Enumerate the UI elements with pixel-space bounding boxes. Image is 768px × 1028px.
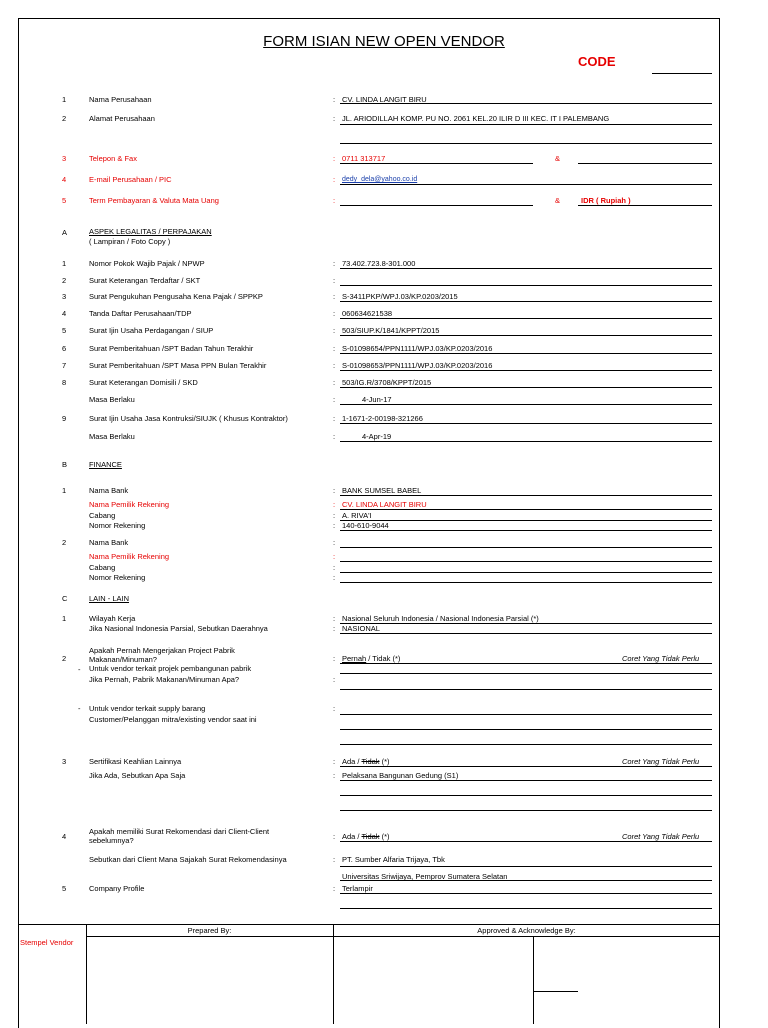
note: Coret Yang Tidak Perlu: [622, 832, 700, 841]
option-tidak[interactable]: Tidak: [361, 757, 380, 766]
ampersand: &: [555, 154, 561, 163]
cert-answer[interactable]: [342, 757, 390, 766]
colon: :: [333, 563, 336, 572]
underline: [340, 509, 712, 510]
field-value[interactable]: S-01098653/PPN1111/WPJ.03/KP.0203/2016: [342, 361, 493, 370]
colon: :: [333, 757, 336, 766]
underline: [340, 143, 712, 144]
colon: :: [333, 538, 336, 547]
field-label: Jika Ada, Sebutkan Apa Saja: [89, 771, 186, 780]
row-number: 2: [62, 114, 67, 123]
row-number: 4: [62, 832, 67, 841]
underline: [340, 163, 533, 164]
table-border: [86, 936, 720, 937]
note: Coret Yang Tidak Perlu: [622, 654, 700, 663]
field-label: Apakah Pernah Mengerjakan Project Pabrik: [89, 646, 235, 655]
colon: :: [333, 614, 336, 623]
colon: :: [333, 154, 336, 163]
client-value-1[interactable]: PT. Sumber Alfaria Trijaya, Tbk: [342, 855, 445, 864]
row-number: 1: [62, 486, 67, 495]
row-number: 9: [62, 414, 67, 423]
underline: [340, 880, 712, 881]
prepared-signature-box[interactable]: [86, 938, 332, 1022]
underline: [340, 520, 712, 521]
field-value[interactable]: 140-610-9044: [342, 521, 389, 530]
form-title: FORM ISIAN NEW OPEN VENDOR: [263, 33, 505, 50]
field-value[interactable]: 503/SIUP.K/1841/KPPT/2015: [342, 326, 440, 335]
underline: [340, 423, 712, 424]
dash: -: [78, 704, 81, 713]
field-label: Telepon & Fax: [89, 154, 137, 163]
field-value[interactable]: CV. LINDA LANGIT BIRU: [342, 500, 427, 509]
underline: [340, 572, 712, 573]
row-number: 2: [62, 654, 67, 663]
underline: [340, 318, 712, 319]
prepared-by-label: Prepared By:: [187, 926, 232, 935]
project-answer[interactable]: [342, 654, 400, 663]
region-value[interactable]: NASIONAL: [342, 624, 380, 633]
underline: [340, 689, 712, 690]
field-label: Surat Ijin Usaha Perdagangan / SIUP: [89, 326, 214, 335]
field-value[interactable]: S-01098654/PPN1111/WPJ.03/KP.0203/2016: [342, 344, 493, 353]
field-label: Masa Berlaku: [89, 395, 135, 404]
colon: :: [333, 114, 336, 123]
colon: :: [333, 552, 336, 561]
field-value[interactable]: 060634621538: [342, 309, 393, 318]
field-value[interactable]: BANK SUMSEL BABEL: [342, 486, 422, 495]
colon: :: [333, 196, 336, 205]
field-label: Nama Pemilik Rekening: [89, 500, 170, 509]
section-letter: C: [62, 594, 68, 603]
section-title: LAIN - LAIN: [89, 594, 130, 603]
colon: :: [333, 654, 336, 663]
row-number: 2: [62, 276, 67, 285]
work-area-value[interactable]: Nasional Seluruh Indonesia / Nasional Indonesia Parsial (*): [342, 614, 539, 623]
table-border: [18, 924, 720, 925]
option-suffix: (*): [379, 757, 390, 766]
company-address-value[interactable]: JL. ARIODILLAH KOMP. PU NO. 2061 KEL.20 ILIR D III KEC. IT I PALEMBANG: [342, 114, 610, 123]
field-label: Makanan/Minuman?: [89, 655, 157, 664]
field-value[interactable]: 73.402.723.8-301.000: [342, 259, 416, 268]
underline: [340, 866, 712, 867]
colon: :: [333, 486, 336, 495]
field-label: Nama Bank: [89, 486, 129, 495]
underline: [340, 908, 712, 909]
row-number: 1: [62, 259, 67, 268]
row-number: 3: [62, 154, 67, 163]
underline: [340, 561, 712, 562]
field-label: Wilayah Kerja: [89, 614, 136, 623]
underline: [340, 582, 712, 583]
underline: [340, 663, 712, 664]
underline: [340, 530, 712, 531]
colon: :: [333, 521, 336, 530]
option-pernah[interactable]: Pernah: [342, 654, 367, 663]
row-number: 3: [62, 757, 67, 766]
code-label: CODE: [578, 54, 616, 69]
row-number: 5: [62, 326, 67, 335]
row-number: 6: [62, 344, 67, 353]
field-label: Customer/Pelanggan mitra/existing vendor saat ini: [89, 715, 257, 724]
colon: :: [333, 292, 336, 301]
approved-signature-box-2[interactable]: [534, 938, 719, 1022]
colon: :: [333, 704, 336, 713]
cert-value[interactable]: Pelaksana Bangunan Gedung (S1): [342, 771, 459, 780]
company-name-value[interactable]: CV. LINDA LANGIT BIRU: [342, 95, 427, 104]
field-value[interactable]: A. RIVA'I: [342, 511, 372, 520]
row-number: 4: [62, 309, 67, 318]
approved-by-label: Approved & Acknowledge By:: [477, 926, 576, 935]
colon: :: [333, 414, 336, 423]
underline: [340, 547, 712, 548]
row-number: 1: [62, 614, 67, 623]
field-label: Sebutkan dari Client Mana Sajakah Surat Rekomendasinya: [89, 855, 287, 864]
field-label: Jika Pernah, Pabrik Makanan/Minuman Apa?: [89, 675, 240, 684]
underline: [340, 893, 712, 894]
approved-signature-box-1[interactable]: [334, 938, 532, 1022]
row-number: 5: [62, 196, 67, 205]
company-profile-value[interactable]: Terlampir: [342, 884, 373, 893]
field-label: Surat Pemberitahuan /SPT Masa PPN Bulan Terakhir: [89, 361, 267, 370]
underline: [340, 268, 712, 269]
underline: [340, 714, 712, 715]
section-title: ASPEK LEGALITAS / PERPAJAKAN: [89, 227, 212, 236]
underline: [340, 795, 712, 796]
field-label: Nomor Pokok Wajib Pajak / NPWP: [89, 259, 205, 268]
underline: [340, 404, 712, 405]
underline: [578, 205, 712, 206]
underline: [340, 495, 712, 496]
underline: [340, 370, 712, 371]
colon: :: [333, 175, 336, 184]
field-label: Nomor Rekening: [89, 521, 146, 530]
field-label: E-mail Perusahaan / PIC: [89, 175, 172, 184]
payment-term-field[interactable]: [340, 205, 533, 206]
colon: :: [333, 511, 336, 520]
field-label: Surat Pengukuhan Pengusaha Kena Pajak / SPPKP: [89, 292, 263, 301]
colon: :: [333, 500, 336, 509]
colon: :: [333, 855, 336, 864]
field-label: Tanda Daftar Perusahaan/TDP: [89, 309, 192, 318]
underline: [340, 301, 712, 302]
field-label: Jika Nasional Indonesia Parsial, Sebutkan Daerahnya: [89, 624, 268, 633]
section-letter: B: [62, 460, 68, 469]
field-label: Company Profile: [89, 884, 145, 893]
colon: :: [333, 361, 336, 370]
field-label: Alamat Perusahaan: [89, 114, 155, 123]
colon: :: [333, 624, 336, 633]
colon: :: [333, 344, 336, 353]
underline: [340, 623, 712, 624]
row-number: 4: [62, 175, 67, 184]
colon: :: [333, 884, 336, 893]
option-tidak[interactable]: Tidak: [361, 832, 380, 841]
underline: [340, 633, 712, 634]
fax-field[interactable]: [578, 163, 712, 164]
email-link[interactable]: dedy_dela@yahoo.co.id: [342, 176, 418, 183]
field-value[interactable]: 1-1671-2-00198-321266: [342, 414, 423, 423]
colon: :: [333, 95, 336, 104]
field-label: Cabang: [89, 563, 116, 572]
underline: [340, 780, 712, 781]
section-subtitle: ( Lampiran / Foto Copy ): [89, 237, 171, 246]
underline: [340, 441, 712, 442]
colon: :: [333, 573, 336, 582]
field-label: Term Pembayaran & Valuta Mata Uang: [89, 196, 219, 205]
option-ada[interactable]: Ada /: [342, 757, 362, 766]
field-label: Surat Pemberitahuan /SPT Badan Tahun Terakhir: [89, 344, 254, 353]
field-value[interactable]: S-3411PKP/WPJ.03/KP.0203/2015: [342, 292, 458, 301]
underline: [340, 124, 712, 125]
option-tidak[interactable]: / Tidak (*): [366, 654, 401, 663]
field-label: Untuk vendor terkait projek pembangunan pabrik: [89, 664, 252, 673]
underline: [340, 103, 712, 104]
field-value[interactable]: 4-Jun-17: [362, 395, 392, 404]
field-label: Apakah memiliki Surat Rekomendasi dari Client-Client: [89, 827, 270, 836]
colon: :: [333, 326, 336, 335]
colon: :: [333, 309, 336, 318]
colon: :: [333, 378, 336, 387]
field-label: Untuk vendor terkait supply barang: [89, 704, 206, 713]
colon: :: [333, 259, 336, 268]
section-title: FINANCE: [89, 460, 122, 469]
section-letter: A: [62, 228, 68, 237]
colon: :: [333, 771, 336, 780]
underline: [340, 285, 712, 286]
field-value[interactable]: 503/IG.R/3708/KPPT/2015: [342, 378, 432, 387]
row-number: 1: [62, 95, 67, 104]
code-field[interactable]: [652, 73, 712, 74]
field-label: Masa Berlaku: [89, 432, 135, 441]
stamp-label: Stempel Vendor: [20, 938, 74, 947]
note: Coret Yang Tidak Perlu: [622, 757, 700, 766]
field-label: sebelumnya?: [89, 836, 134, 845]
underline: [340, 766, 712, 767]
field-label: Nama Pemilik Rekening: [89, 552, 170, 561]
underline: [340, 841, 712, 842]
field-label: Nama Bank: [89, 538, 129, 547]
option-suffix: (*): [379, 832, 390, 841]
ampersand: &: [555, 196, 561, 205]
underline: [340, 810, 712, 811]
underline: [340, 335, 712, 336]
colon: :: [333, 432, 336, 441]
currency-value[interactable]: IDR ( Rupiah ): [581, 196, 631, 205]
row-number: 2: [62, 538, 67, 547]
colon: :: [333, 395, 336, 404]
phone-value[interactable]: 0711 313717: [342, 154, 386, 163]
dash: -: [78, 665, 81, 674]
field-value[interactable]: 4-Apr-19: [362, 432, 392, 441]
underline: [340, 729, 712, 730]
field-label: Surat Keterangan Domisili / SKD: [89, 378, 198, 387]
client-value-2[interactable]: Universitas Sriwijaya, Pemprov Sumatera Selatan: [342, 872, 508, 881]
row-number: 7: [62, 361, 67, 370]
colon: :: [333, 675, 336, 684]
field-label: Surat Ijin Usaha Jasa Kontruksi/SIUJK ( Khusus Kontraktor): [89, 414, 288, 423]
field-label: Sertifikasi Keahlian Lainnya: [89, 757, 182, 766]
field-label: Nama Perusahaan: [89, 95, 152, 104]
underline: [340, 387, 712, 388]
recommendation-answer[interactable]: [342, 832, 390, 841]
row-number: 3: [62, 292, 67, 301]
row-number: 5: [62, 884, 67, 893]
field-label: Nomor Rekening: [89, 573, 146, 582]
row-number: 8: [62, 378, 67, 387]
underline: [340, 184, 712, 185]
field-label: Surat Keterangan Terdaftar / SKT: [89, 276, 201, 285]
colon: :: [333, 276, 336, 285]
field-label: Cabang: [89, 511, 116, 520]
underline: [340, 673, 712, 674]
option-ada[interactable]: Ada /: [342, 832, 362, 841]
underline: [340, 353, 712, 354]
underline: [340, 744, 712, 745]
colon: :: [333, 832, 336, 841]
